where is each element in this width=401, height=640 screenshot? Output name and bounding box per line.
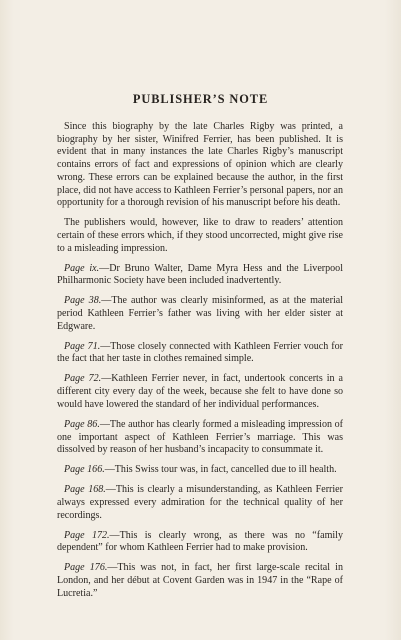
- correction-paragraph: [57, 341, 343, 366]
- page-reference: Page 86.: [64, 418, 100, 430]
- correction-paragraph: [57, 530, 343, 555]
- correction-text: —This Swiss tour was, in fact, cancelled due to ill health.: [104, 464, 337, 476]
- correction-paragraph: [57, 373, 343, 411]
- correction-text: —This is clearly a misunderstanding, as Kathleen Ferrier always expressed every admiration for the technical quality of her recordings.: [57, 484, 343, 521]
- correction-text: —This is clearly wrong, as there was no “family dependent” for whom Kathleen Ferrier had to make provision.: [57, 529, 343, 554]
- page-reference: Page ix.: [64, 262, 100, 274]
- page-reference: Page 72.: [64, 373, 102, 385]
- page-reference: Page 168.: [64, 484, 106, 496]
- page-reference: Page 71.: [64, 340, 101, 352]
- page-reference: Page 172.: [64, 529, 110, 541]
- note-body: [57, 121, 343, 608]
- correction-paragraph: [57, 464, 343, 477]
- attention-paragraph: The publishers would, however, like to draw to readers’ attention certain of these errors which, if they stood uncorrected, might give rise to a misleading impression.: [57, 217, 343, 254]
- correction-text: —This was not, in fact, her first large-scale recital in London, and her début at Covent Garden was in 1947 in the “Rape of Lucretia.”: [57, 562, 343, 599]
- correction-text: —The author was clearly misinformed, as at the material period Kathleen Ferrier’s father was living with her elder sister at Edgware.: [57, 295, 343, 332]
- correction-paragraph: [57, 295, 343, 333]
- correction-paragraph: [57, 484, 343, 522]
- correction-text: —Those closely connected with Kathleen Ferrier vouch for the fact that her taste in clothes remained simple.: [57, 340, 344, 365]
- page-reference: Page 176.: [64, 562, 108, 574]
- correction-paragraph: [57, 419, 343, 457]
- correction-paragraph: [57, 562, 343, 600]
- correction-text: —The author has clearly formed a misleading impression of one important aspect of Kathleen Ferrier’s marriage. This was dissolved by reason of her husband’s incapacity to consummate it.: [57, 418, 343, 456]
- page-title: PUBLISHER’S NOTE: [132, 92, 269, 106]
- intro-paragraph: Since this biography by the late Charles Rigby was printed, a biography by her sister, Winifred Ferrier, has been published. It is evident that in many instances the late Charles Rigby’s manuscript contains errors of fact and expressions of opinion which are clearly wrong. These errors can be explained because the author, in the first place, did not have access to Kathleen Ferrier’s personal papers, nor an opportunity for a thorough revision of his manuscript before his death.: [57, 121, 343, 209]
- page-reference: Page 38.: [64, 295, 102, 307]
- correction-text: —Kathleen Ferrier never, in fact, undertook concerts in a different city every day of the week, because she felt to have done so would have lowered the standard of her individual performances.: [57, 373, 343, 410]
- page-reference: Page 166.: [64, 464, 105, 476]
- correction-paragraph: [57, 263, 343, 288]
- correction-text: —Dr Bruno Walter, Dame Myra Hess and the Liverpool Philharmonic Society have been included inadvertently.: [57, 262, 343, 287]
